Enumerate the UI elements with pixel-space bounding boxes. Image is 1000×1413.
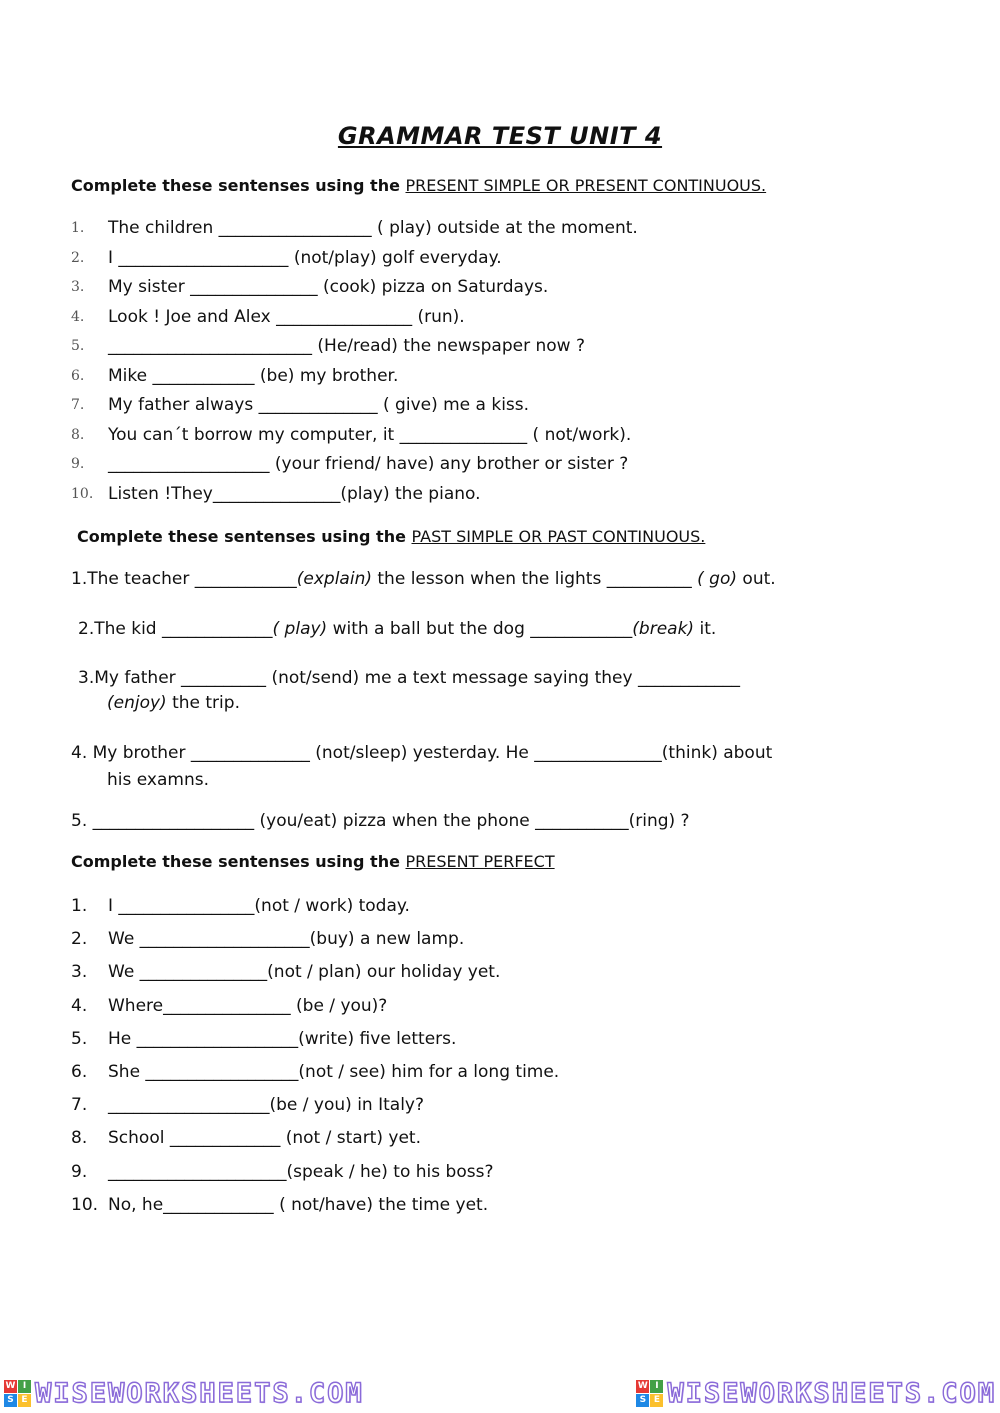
past-item-4-end: his examns.: [107, 770, 209, 790]
past-item-5-text: 5. ___________________ (you/eat) pizza when the phone ___________(ring) ?: [71, 811, 690, 831]
perfect-item-text: We _______________(not / plan) our holiday yet.: [108, 962, 501, 983]
perfect-item-number: 5.: [71, 1028, 88, 1049]
perfect-item-text: We ____________________(buy) a new lamp.: [108, 929, 465, 950]
perfect-item-number: 1.: [71, 896, 88, 916]
logo-letter: I: [18, 1380, 31, 1393]
past-item-1-verb2: ( go): [697, 569, 738, 589]
past-item-4: [71, 740, 772, 766]
perfect-item-text: School _____________ (not / start) yet.: [108, 1128, 421, 1149]
brand-text: WISEWORKSHEETS.COM: [35, 1377, 364, 1409]
footer-watermark: [0, 1376, 1000, 1410]
present-item-text: ________________________ (He/read) the newspaper now ?: [108, 336, 585, 356]
past-item-2-verb2: (break): [632, 619, 695, 639]
logo-letter: S: [636, 1394, 649, 1407]
perfect-item-number: 4.: [71, 995, 88, 1016]
present-item-text: ___________________ (your friend/ have) any brother or sister ?: [108, 454, 629, 474]
perfect-item-number: 2.: [71, 929, 88, 950]
present-item-number: 3.: [71, 279, 85, 295]
perfect-item-text: _____________________(speak / he) to his boss?: [108, 1161, 494, 1182]
perfect-item-text: He ___________________(write) five letters.: [108, 1028, 457, 1049]
past-item-2-end: it.: [694, 619, 717, 639]
logo-letter: S: [4, 1394, 17, 1407]
present-item-number: 6.: [71, 367, 85, 384]
present-item-text: My father always ______________ ( give) me a kiss.: [108, 395, 530, 415]
past-item-1-end: out.: [737, 569, 776, 589]
perfect-item-text: I ________________(not / work) today.: [108, 896, 410, 916]
logo-letter: I: [650, 1380, 663, 1393]
logo-letter: W: [5, 1381, 16, 1391]
perfect-item-text: No, he_____________ ( not/have) the time yet.: [108, 1194, 489, 1215]
past-item-2-text2: with a ball but the dog ____________: [327, 619, 633, 639]
brand-right: [636, 1378, 996, 1409]
past-item-1-text: 1.The teacher ____________: [71, 569, 297, 589]
brand-text: WISEWORKSHEETS.COM: [667, 1377, 996, 1409]
past-item-3-verb: (enjoy): [107, 693, 167, 713]
present-item-number: 1.: [71, 220, 85, 236]
past-item-4-text: 4. My brother ______________ (not/sleep) yesterday. He _______________(think) about: [71, 743, 773, 763]
perfect-item-number: 3.: [71, 962, 88, 983]
logo-letter: E: [18, 1394, 31, 1407]
perfect-item-number: 7.: [71, 1095, 88, 1116]
past-item-2-verb: ( play): [272, 619, 328, 639]
past-item-3-text: 3.My father __________ (not/send) me a text message saying they ____________: [78, 668, 740, 688]
past-item-2-text: 2.The kid _____________: [78, 619, 273, 639]
present-item-number: 8.: [71, 426, 85, 443]
perfect-item-text: ___________________(be / you) in Italy?: [108, 1095, 424, 1116]
present-item-number: 5.: [71, 338, 85, 354]
present-item-text: My sister _______________ (cook) pizza on Saturdays.: [108, 277, 549, 297]
present-item-number: 4.: [71, 308, 85, 325]
present-item-text: Mike ____________ (be) my brother.: [108, 365, 399, 386]
past-item-3-end: the trip.: [166, 693, 240, 713]
section1-heading: [71, 176, 766, 195]
page-title: GRAMMAR TEST UNIT 4: [337, 122, 663, 150]
brand-left: [4, 1378, 364, 1409]
past-item-3: [78, 665, 740, 691]
section3-instruction: Complete these sentenses using the: [71, 852, 406, 871]
present-item-text: Look ! Joe and Alex ________________ (run).: [108, 306, 465, 327]
logo-letter: W: [637, 1381, 648, 1391]
present-item-text: You can´t borrow my computer, it _______________ ( not/work).: [108, 424, 632, 445]
past-item-3-cont: [107, 690, 240, 716]
section3-heading: [71, 852, 555, 871]
past-item-4-cont: [107, 767, 209, 793]
present-item-text: Listen !They_______________(play) the piano.: [108, 483, 481, 504]
present-item-text: The children __________________ ( play) outside at the moment.: [108, 218, 638, 238]
section2-heading: [77, 527, 705, 546]
logo-letter: E: [650, 1394, 663, 1407]
past-item-2: [78, 616, 716, 642]
perfect-item-number: 8.: [71, 1128, 88, 1149]
brand-logo-icon: [636, 1380, 663, 1407]
present-item-number: 9.: [71, 456, 85, 472]
section1-focus: PRESENT SIMPLE OR PRESENT CONTINUOUS.: [405, 176, 767, 195]
perfect-item-number: 10.: [71, 1194, 99, 1215]
brand-logo-icon: [4, 1380, 31, 1407]
perfect-item-text: She __________________(not / see) him for a long time.: [108, 1062, 560, 1082]
present-item-text: I ____________________ (not/play) golf everyday.: [108, 247, 502, 268]
section2-instruction: Complete these sentenses using the: [77, 527, 412, 546]
present-item-number: 7.: [71, 397, 85, 413]
present-item-number: 10.: [71, 485, 94, 502]
perfect-item-number: 6.: [71, 1062, 88, 1082]
past-item-1: [71, 566, 776, 592]
past-item-5: [71, 808, 690, 834]
present-item-number: 2.: [71, 249, 85, 266]
perfect-item-text: Where_______________ (be / you)?: [108, 995, 388, 1016]
past-item-1-verb: (explain): [296, 569, 372, 589]
past-item-1-text2: the lesson when the lights __________: [371, 569, 698, 589]
section1-instruction: Complete these sentenses using the: [71, 176, 406, 195]
section3-focus: PRESENT PERFECT: [405, 852, 555, 871]
perfect-item-number: 9.: [71, 1161, 88, 1182]
section2-focus: PAST SIMPLE OR PAST CONTINUOUS.: [411, 527, 706, 546]
